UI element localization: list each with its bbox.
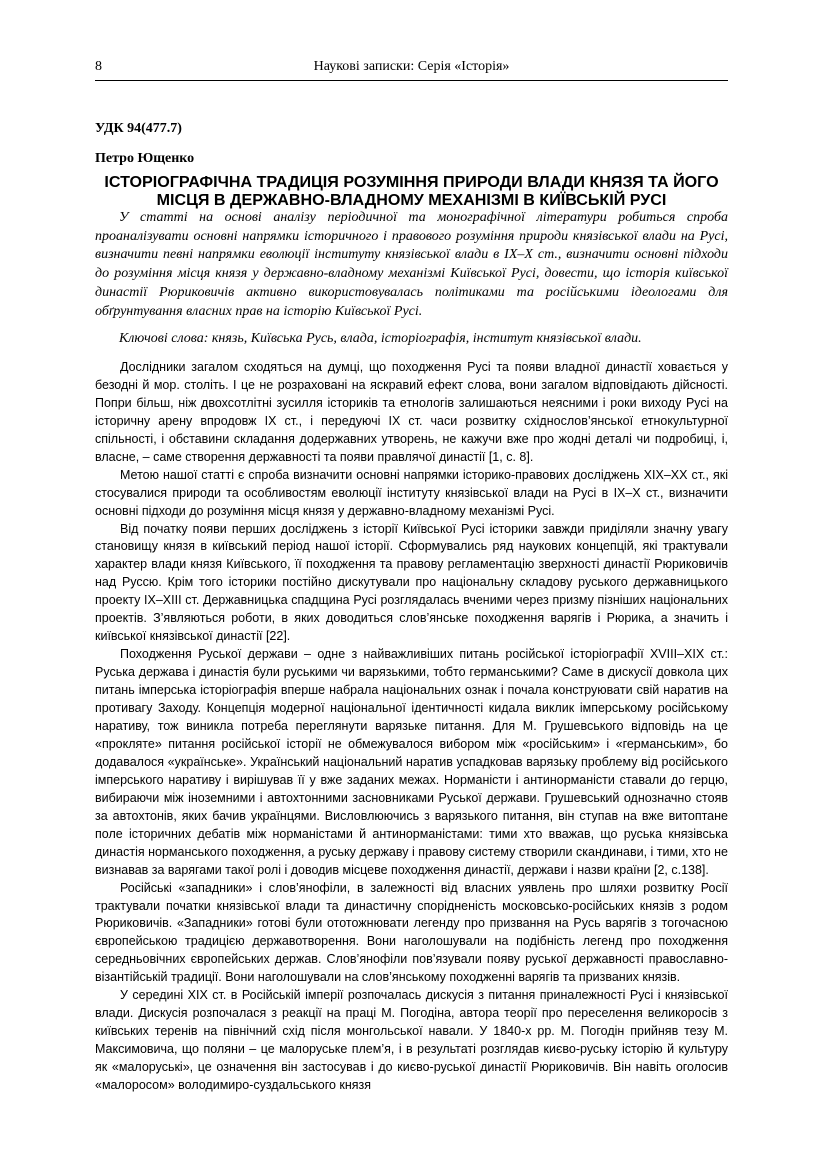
body-paragraph: Метою нашої статті є спроба визначити основні напрямки історико-правових досліджень XIX–XX ст., які стосувалися природи та особливостям еволюції інституту князівської влади на Русі в IX–X ст., визначити основні підходи до розуміння місця князя у державно-владному механізмі Русі. (95, 467, 728, 518)
article-body (95, 359, 728, 1095)
document-page (95, 58, 728, 1095)
article-title: ІСТОРІОГРАФІЧНА ТРАДИЦІЯ РОЗУМІННЯ ПРИРОДИ ВЛАДИ КНЯЗЯ ТА ЙОГО МІСЦЯ В ДЕРЖАВНО-ВЛАДНОМУ МЕХАНІЗМІ В КИЇВСЬКІЙ РУСІ (104, 173, 719, 209)
keywords: Ключові слова: князь, Київська Русь, влада, історіографія, інститут князівської влади. (119, 331, 642, 347)
udc-code: УДК 94(477.7) (95, 121, 182, 136)
body-paragraph: Російські «западники» і слов’янофіли, в залежності від власних уявлень про шляхи розвитку Росії трактували початки князівської влади та династичну спорідненість московсько-російських князів з родом Рюриковичів. «Западники» готові були ототожнювати легенду про призвання на Русь варягів з тогочасною європейською традицією державотворення. Вони наголошували на подібність легенд про походження середньовічних європейських держав. Слов’янофіли пов’язували появу руської державності православно-візантійській традиції. Вони наголошували на слов’янському походженні варягів та призваних князів. (95, 880, 728, 985)
abstract: У статті на основі аналізу періодичної та монографічної літератури робиться спроба проаналізувати основні напрямки історичного і правового розуміння природи князівської влади на Русі, визначити певні напрямки еволюції інституту князівської влади в IX–X ст., визначити основні підходи до розуміння місця князя у державно-владному механізмі Київської Русі, довести, що історія київської династії Рюриковичів активно використовувалась політиками та російськими ідеологами для обґрунтування власних прав на історію Київської Русі. (95, 210, 728, 319)
page-number: 8 (95, 59, 102, 74)
body-paragraph: Від початку появи перших досліджень з історії Київської Русі історики завжди приділяли значну увагу становищу князя в київський період нашої історії. Сформувались ряд наукових концепцій, які трактували характер влади князя Київського, її походження та правову регламентацію зверхності династії Рюриковичів над Руссю. Крім того історики постійно дискутували про національну складову руського державницького проекту IX–XIII ст. Державницька спадщина Русі розглядалась вченими через призму пізніших національних проектів. З’являються роботи, в яких доводиться слов’янське походження варягів і Рюрика, а значить і київської князівської династії [22]. (95, 521, 728, 644)
body-paragraph: У середині XIX ст. в Російській імперії розпочалась дискусія з питання приналежності Русі і князівської влади. Дискусія розпочалася з реакції на праці М. Погодіна, автора теорії про переселення великоросів з київських теренів на північний схід після монгольської навали. У 1840-х рр. М. Погодін прийняв тезу М. Максимовича, що поляни – це малоруське плем’я, і в результаті розглядав києво-руську історію й культуру як «малоруські», це означення він застосував і до києво-руської династії Рюриковичів. Він навіть оголосив «малоросом» володимиро-суздальського князя (95, 988, 728, 1093)
author-name: Петро Ющенко (95, 151, 195, 166)
running-title: Наукові записки: Серія «Історія» (313, 59, 510, 74)
body-paragraph: Дослідники загалом сходяться на думці, що походження Русі та появи владної династії ховається у безодні й мор. століть. І це не розраховані на яскравий ефект слова, вони загалом відповідають дійсності. Попри більш, ніж двохсотлітні зусилля істориків та етнологів залишаються неясними і роки виходу Русі на історичну арену впродовж IX ст., і передуючі IX ст. часи розвитку східнослов’янської етнокультурної спільності, і обставини складання додержавних утворень, не кажучи вже про жодні деталі чи подробиці, і, власне, – саме створення державності та появи правлячої династії [1, с. 8]. (95, 359, 728, 464)
running-header (95, 58, 728, 81)
body-paragraph: Походження Руської держави – одне з найважливіших питань російської історіографії XVIII–XIX ст.: Руська держава і династія були руськими чи варязькими, тобто германськими? Саме в дискусії довкола цих питань імперська історіографія вперше набрала національних ознак і почала конструювати свій наратив на противагу Заходу. Концепція модерної національної ідентичності кидала виклик імперському російському наративу, тож виникла потреба переглянути варязьке питання. Для М. Грушевського відповідь на це «прокляте» питання російської історії не обмежувалося вибором між «російським» і «германським», бо додавалося «українське». Український національний наратив успадковав варязьку проблему від російського імперського наративу і вирішував її у вже заданих межах. Норманісти і антинорманісти ставали до герцю, вибираючи між іноземними і автохтонними засновниками Руської держави. Грушевський однозначно стояв за автохтонів, яких бачив українцями. Висловлюючись з варязького питання, він ступав на вже витоптане поле історичних дебатів між норманістами й антинорманістами: тими хто вважав, що руська князівська династія норманського походження, а руську державу і правову систему створили скандинави, і тими, хто не визнавав за варягами такої ролі і доводив місцеве походження династії, держави і назви країни [2, с.138]. (95, 647, 729, 877)
